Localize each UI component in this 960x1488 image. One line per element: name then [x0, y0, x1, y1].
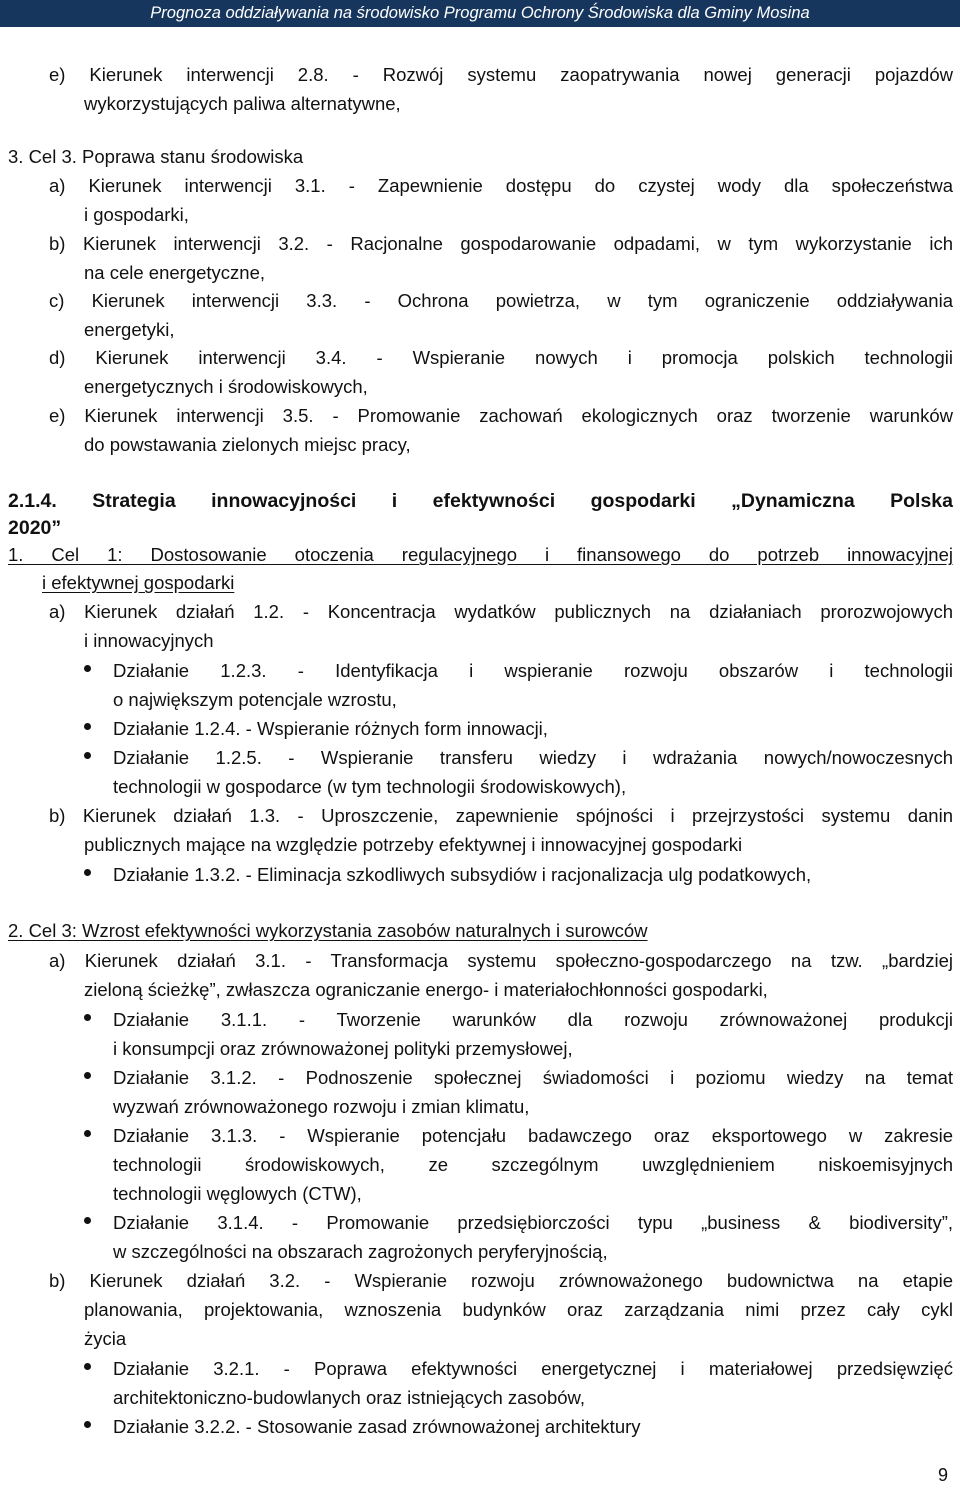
page-number: 9	[938, 1465, 949, 1485]
text-line: na cele energetyczne,	[84, 262, 266, 283]
section-heading: 2.1.4. Strategia innowacyjności i efektywności gospodarki „Dynamiczna Polska	[8, 490, 953, 512]
text-line: życia	[84, 1328, 127, 1349]
text-line: c) Kierunek interwencji 3.3. - Ochrona powietrza, w tym ograniczenie oddziaływania	[49, 290, 953, 311]
text-line: a) Kierunek działań 3.1. - Transformacja systemu społeczno-gospodarczego na tzw. „bardziej	[49, 950, 953, 971]
list-item: Działanie 1.3.2. - Eliminacja szkodliwych subsydiów i racjonalizacja ulg podatkowych,	[113, 864, 812, 885]
text-line: b) Kierunek działań 3.2. - Wspieranie rozwoju zrównoważonego budownictwa na etapie	[49, 1270, 953, 1291]
text-line: d) Kierunek interwencji 3.4. - Wspieranie nowych i promocja polskich technologii	[49, 347, 953, 368]
goal-heading-cont: i efektywnej gospodarki	[42, 572, 235, 593]
text-line: wykorzystujących paliwa alternatywne,	[84, 93, 401, 114]
text-line: a) Kierunek interwencji 3.1. - Zapewnienie dostępu do czystej wody dla społeczeństwa	[49, 175, 953, 196]
list-item-cont: w szczególności na obszarach zagrożonych peryferyjnością,	[113, 1241, 608, 1262]
text-line: planowania, projektowania, wznoszenia budynków oraz zarządzania nimi przez cały cykl	[84, 1299, 953, 1320]
text-line: b) Kierunek interwencji 3.2. - Racjonalne gospodarowanie odpadami, w tym wykorzystanie ich	[49, 233, 953, 254]
section-heading-cont: 2020”	[8, 517, 62, 539]
list-item: Działanie 1.2.5. - Wspieranie transferu wiedzy i wdrażania nowych/nowoczesnych	[113, 747, 953, 768]
text-line: e) Kierunek interwencji 3.5. - Promowanie zachowań ekologicznych oraz tworzenie warunków	[49, 405, 953, 426]
list-item-cont: technologii środowiskowych, ze szczególnym uwzględnieniem niskoemisyjnych	[113, 1154, 953, 1175]
list-item: Działanie 3.1.2. - Podnoszenie społecznej świadomości i poziomu wiedzy na temat	[113, 1067, 953, 1088]
text-line: energetyki,	[84, 319, 175, 340]
list-item: Działanie 3.1.4. - Promowanie przedsiębiorczości typu „business & biodiversity”,	[113, 1212, 953, 1233]
list-item-cont: technologii w gospodarce (w tym technologii środowiskowych),	[113, 776, 627, 797]
text-line: do powstawania zielonych miejsc pracy,	[84, 434, 411, 455]
text-line: publicznych mające na względzie potrzeby efektywnej i innowacyjnej gospodarki	[84, 834, 743, 855]
bullet-icon	[84, 1217, 91, 1224]
text-line: energetycznych i środowiskowych,	[84, 376, 368, 397]
list-item: Działanie 3.1.1. - Tworzenie warunków dla rozwoju zrównoważonej produkcji	[113, 1009, 953, 1030]
bullet-icon	[84, 1072, 91, 1079]
bullet-icon	[84, 752, 91, 759]
list-item-cont: o największym potencjale wzrostu,	[113, 689, 397, 710]
goal-heading: 2. Cel 3: Wzrost efektywności wykorzystania zasobów naturalnych i surowców	[8, 920, 648, 941]
list-item-cont: technologii węglowych (CTW),	[113, 1183, 362, 1204]
text-line: i gospodarki,	[84, 204, 189, 225]
text-line: a) Kierunek działań 1.2. - Koncentracja wydatków publicznych na działaniach prorozwojowych	[49, 601, 953, 622]
document-header: Prognoza oddziaływania na środowisko Programu Ochrony Środowiska dla Gminy Mosina	[0, 0, 960, 27]
list-item: Działanie 3.1.3. - Wspieranie potencjału badawczego oraz eksportowego w zakresie	[113, 1125, 953, 1146]
goal-heading: 1. Cel 1: Dostosowanie otoczenia regulacyjnego i finansowego do potrzeb innowacyjnej	[8, 544, 953, 565]
list-item-cont: architektoniczno-budowlanych oraz istniejących zasobów,	[113, 1387, 586, 1408]
list-item: Działanie 1.2.4. - Wspieranie różnych form innowacji,	[113, 718, 548, 739]
text-line: b) Kierunek działań 1.3. - Uproszczenie, zapewnienie spójności i przejrzystości systemu danin	[49, 805, 953, 826]
list-item: Działanie 3.2.1. - Poprawa efektywności energetycznej i materiałowej przedsięwzięć	[113, 1358, 953, 1379]
bullet-icon	[84, 1130, 91, 1137]
bullet-icon	[84, 869, 91, 876]
text-line: i innowacyjnych	[84, 630, 214, 651]
text-line: zieloną ścieżkę”, zwłaszcza ograniczanie energo- i materiałochłonności gospodarki,	[84, 979, 768, 1000]
list-item: Działanie 1.2.3. - Identyfikacja i wspieranie rozwoju obszarów i technologii	[113, 660, 953, 681]
goal-heading: 3. Cel 3. Poprawa stanu środowiska	[8, 146, 304, 167]
list-item-cont: i konsumpcji oraz zrównoważonej polityki przemysłowej,	[113, 1038, 573, 1059]
text-line: e) Kierunek interwencji 2.8. - Rozwój systemu zaopatrywania nowej generacji pojazdów	[49, 64, 953, 85]
list-item: Działanie 3.2.2. - Stosowanie zasad zrównoważonej architektury	[113, 1416, 641, 1437]
bullet-icon	[84, 1421, 91, 1428]
bullet-icon	[84, 665, 91, 672]
bullet-icon	[84, 1363, 91, 1370]
list-item-cont: wyzwań zrównoważonego rozwoju i zmian klimatu,	[113, 1096, 530, 1117]
bullet-icon	[84, 723, 91, 730]
bullet-icon	[84, 1014, 91, 1021]
